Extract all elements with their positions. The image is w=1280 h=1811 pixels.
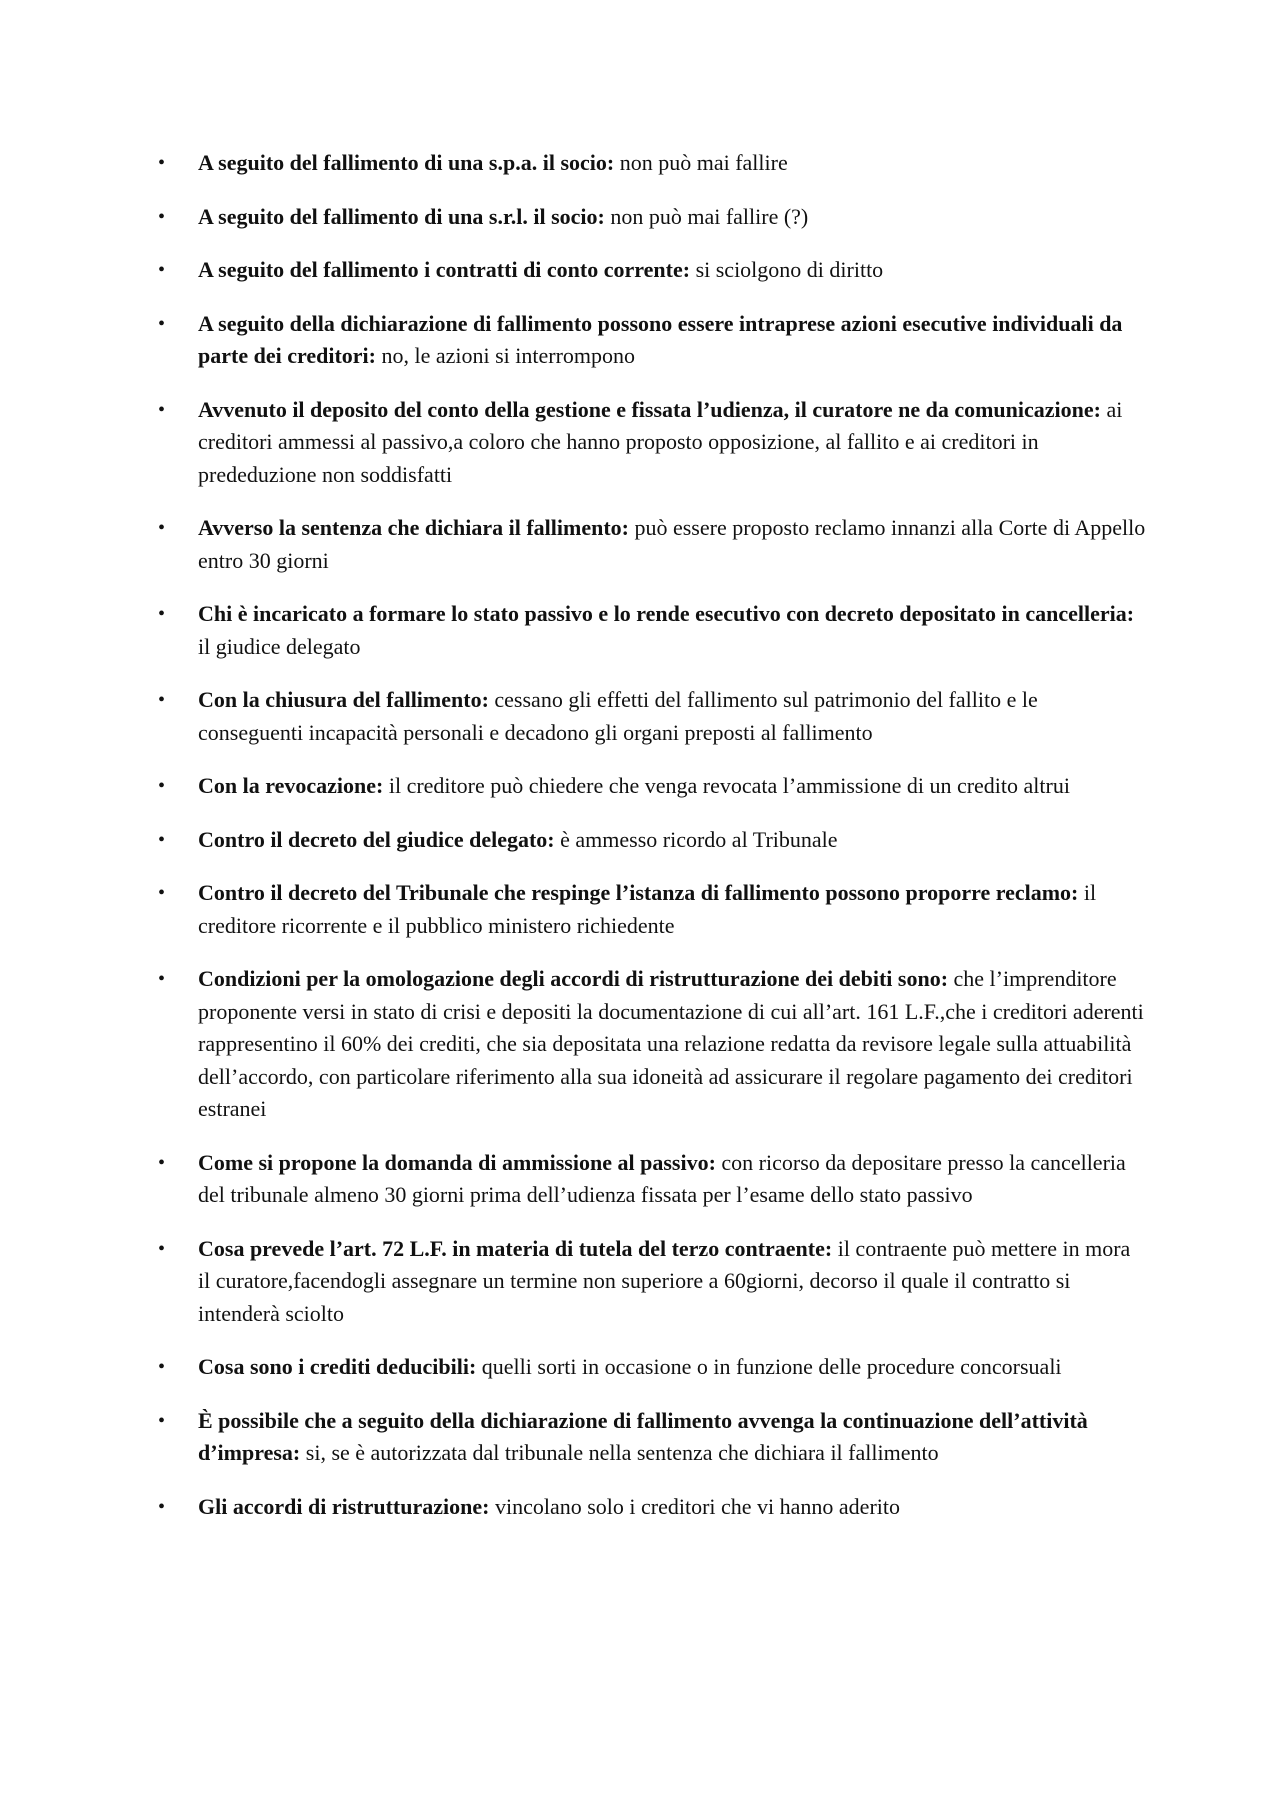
question-text: A seguito della dichiarazione di fallimento possono essere intraprese azioni esecutive individuali da parte dei creditori: xyxy=(198,310,1123,368)
list-item xyxy=(158,147,1148,180)
list-item xyxy=(158,684,1148,749)
list-item xyxy=(158,824,1148,857)
answer-text: quelli sorti in occasione o in funzione delle procedure concorsuali xyxy=(476,1354,1062,1379)
list-item xyxy=(158,1351,1148,1384)
list-item xyxy=(158,201,1148,234)
answer-text: non può mai fallire (?) xyxy=(604,203,809,229)
list-item xyxy=(158,598,1148,663)
bullet-icon: • xyxy=(158,259,166,281)
question-text: Chi è incaricato a formare lo stato passivo e lo rende esecutivo con decreto depositato in cancelleria: xyxy=(198,601,1135,626)
bullet-icon: • xyxy=(158,1356,166,1378)
answer-text: il giudice delegato xyxy=(198,633,361,659)
question-text: Cosa prevede l’art. 72 L.F. in materia di tutela del terzo contraente: xyxy=(198,1235,833,1261)
bullet-icon: • xyxy=(158,828,166,851)
question-text: A seguito del fallimento di una s.r.l. il socio: xyxy=(198,203,605,229)
answer-text: no, le azioni si interrompono xyxy=(375,343,636,368)
bullet-icon: • xyxy=(158,882,166,904)
list-item xyxy=(158,254,1148,287)
question-text: A seguito del fallimento i contratti di conto corrente: xyxy=(198,257,691,282)
question-text: Contro il decreto del giudice delegato: xyxy=(198,826,555,852)
bullet-icon: • xyxy=(158,205,166,228)
question-text: Avverso la sentenza che dichiara il fallimento: xyxy=(198,515,629,540)
list-item xyxy=(158,512,1148,577)
bullet-icon: • xyxy=(158,152,166,174)
answer-text: si, se è autorizzata dal tribunale nella sentenza che dichiara il fallimento xyxy=(300,1440,939,1465)
list-item xyxy=(158,308,1148,373)
bullet-icon: • xyxy=(158,603,166,625)
qa-list xyxy=(158,147,1148,1544)
bullet-icon: • xyxy=(158,775,166,797)
question-text: Con la chiusura del fallimento: xyxy=(198,687,489,712)
answer-text: il contraente può mettere in mora il curatore,facendogli assegnare un termine non superiore a 60giorni, decorso il quale il contratto si intenderà sciolto xyxy=(198,1235,1131,1326)
answer-text: vincolano solo i creditori che vi hanno aderito xyxy=(489,1493,900,1519)
bullet-icon: • xyxy=(158,312,166,335)
answer-text: si sciolgono di diritto xyxy=(690,257,884,282)
question-text: Con la revocazione: xyxy=(198,773,384,798)
bullet-icon: • xyxy=(158,1151,166,1174)
list-item xyxy=(158,394,1148,492)
question-text: Come si propone la domanda di ammissione al passivo: xyxy=(198,1149,716,1175)
answer-text: non può mai fallire xyxy=(614,150,788,175)
answer-text: con ricorso da depositare presso la cancelleria del tribunale almeno 30 giorni prima dell’udienza fissata per l’esame dello stato passivo xyxy=(198,1149,1126,1207)
question-text: Gli accordi di ristrutturazione: xyxy=(198,1493,490,1519)
answer-text: il creditore può chiedere che venga revocata l’ammissione di un credito altrui xyxy=(383,773,1070,798)
answer-text: il creditore ricorrente e il pubblico ministero richiedente xyxy=(198,880,1097,938)
answer-text: è ammesso ricordo al Tribunale xyxy=(554,826,838,852)
question-text: Contro il decreto del Tribunale che respinge l’istanza di fallimento possono proporre reclamo: xyxy=(198,880,1079,905)
bullet-icon: • xyxy=(158,398,166,421)
list-item xyxy=(158,1405,1148,1470)
bullet-icon: • xyxy=(158,1409,166,1432)
list-item xyxy=(158,770,1148,803)
bullet-icon: • xyxy=(158,689,166,711)
question-text: Cosa sono i crediti deducibili: xyxy=(198,1354,477,1379)
question-text: Condizioni per la omologazione degli accordi di ristrutturazione dei debiti sono: xyxy=(198,966,949,991)
answer-text: cessano gli effetti del fallimento sul patrimonio del fallito e le conseguenti incapacità personali e decadono gli organi preposti al fallimento xyxy=(198,687,1038,745)
bullet-icon: • xyxy=(158,968,166,990)
question-text: A seguito del fallimento di una s.p.a. il socio: xyxy=(198,150,615,175)
answer-text: ai creditori ammessi al passivo,a coloro che hanno proposto opposizione, al fallito e ai creditori in prededuzione non soddisfatti xyxy=(198,396,1123,487)
answer-text: che l’imprenditore proponente versi in stato di crisi e depositi la documentazione di cui all’art. 161 L.F.,che i creditori aderenti rappresentino il 60% dei crediti, che sia depositata una relazione redatta da revisore legale sulla attuabilità dell’accordo, con particolare riferimento alla sua idoneità ad assicurare il regolare pagamento dei creditori estranei xyxy=(198,966,1144,1121)
list-item xyxy=(158,877,1148,942)
bullet-icon: • xyxy=(158,1237,166,1260)
bullet-icon: • xyxy=(158,517,166,539)
list-item xyxy=(158,1491,1148,1524)
answer-text: può essere proposto reclamo innanzi alla Corte di Appello entro 30 giorni xyxy=(198,515,1146,573)
question-text: È possibile che a seguito della dichiarazione di fallimento avvenga la continuazione dell’attività d’impresa: xyxy=(198,1407,1088,1465)
bullet-icon: • xyxy=(158,1495,166,1518)
list-item xyxy=(158,1233,1148,1331)
question-text: Avvenuto il deposito del conto della gestione e fissata l’udienza, il curatore ne da comunicazione: xyxy=(198,396,1101,422)
list-item xyxy=(158,1147,1148,1212)
list-item xyxy=(158,963,1148,1126)
